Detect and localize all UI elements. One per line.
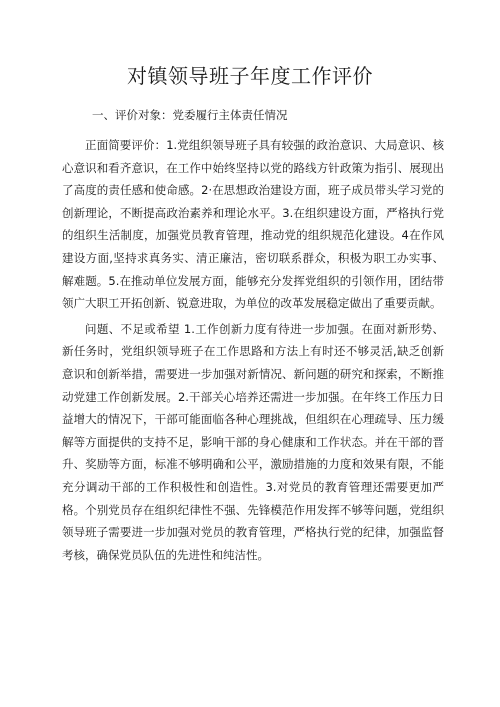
section-heading: 一、评价对象：党委履行主体责任情况	[92, 108, 288, 122]
paragraph-problems: 问题、不足或希望 1.工作创新力度有待进一步加强。在面对新形势、新任务时，党组织领导班子在工作思路和方法上有时还不够灵活,缺乏创新意识和创新举措，需要进一步加强对新情况、新问题的研究和探索，不断推动党建工作创新发展。2.干部关心培养还需进一步加强。在年终工作压力日益增大的情况下，干部可能面临各种心理挑战，但组织在心理疏导、压力缓解等方面提供的支持不足，影响干部的身心健康和工作状态。并在干部的晋升、奖励等方面，标准不够明确和公平，激励措施的力度和效果有限，不能充分调动干部的工作积极性和创造性。3.对党员的教育管理还需要更加严格。个别党员存在组织纪律性不强、先锋模范作用发挥不够等问题，党组织领导班子需要进一步加强对党员的教育管理，严格执行党的纪律，加强监督考核，确保党员队伍的先进性和纯洁性。	[62, 321, 444, 562]
paragraph-positive-evaluation: 正面简要评价：1.党组织领导班子具有较强的政治意识、大局意识、核心意识和看齐意识，在工作中始终坚持以党的路线方针政策为指引、展现出了高度的责任感和使命感。2·在思想政治建设方面，班子成员带头学习党的创新理论，不断提高政治素养和理论水平。3.在组织建设方面，严格执行党的组织生活制度，加强党员教育管理，推动党的组织规范化建设。4在作风建设方面,坚持求真务实、清正廉洁，密切联系群众，积极为职工办实事、解难题。5.在推动单位发展方面，能够充分发挥党组织的引领作用，团结带领广大职工开拓创新、锐意进取，为单位的改革发展稳定做出了重要贡献。	[62, 138, 444, 311]
document-title: 对镇领导班子年度工作评价	[127, 64, 373, 88]
